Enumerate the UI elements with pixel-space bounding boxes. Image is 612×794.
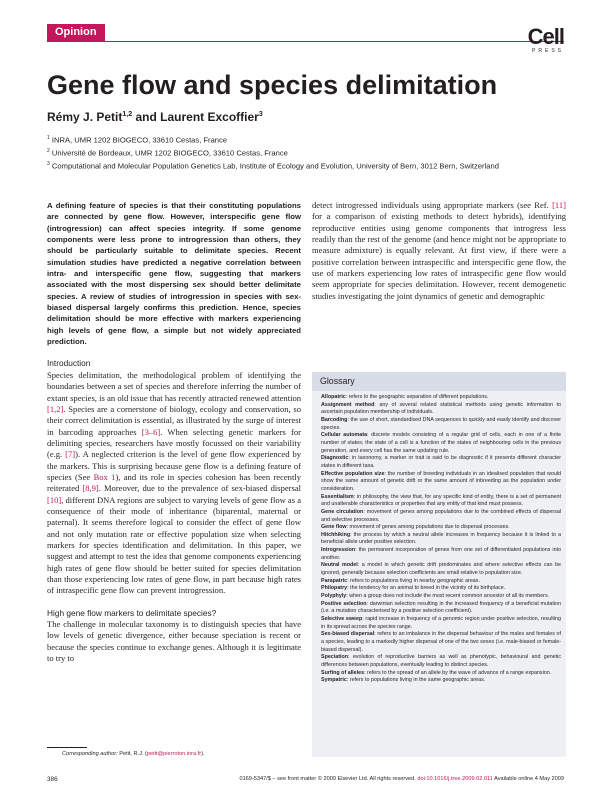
affiliation-3 <box>47 159 564 172</box>
text-run: . Moreover, due to the prevalence of sex-biased dispersal <box>98 483 301 494</box>
article-title: Gene flow and species delimitation <box>47 70 498 100</box>
section2-paragraph: The challenge in molecular taxonomy is to distinguish species that have low levels of genetic divergence, either because speciation is recent or because the species continue to exchange genes. Although it is legitimate to try to <box>47 619 301 664</box>
author-and: and <box>135 110 157 124</box>
glossary-entry <box>321 631 561 654</box>
glossary-entry <box>321 616 561 631</box>
glossary-term: Polyphyly <box>321 593 347 600</box>
section-header-bar <box>47 24 564 54</box>
corresponding-author-note <box>62 751 205 757</box>
footer-info <box>239 776 564 782</box>
glossary-term: Diagnostic <box>321 455 349 462</box>
glossary-term: Speciation <box>321 654 349 661</box>
glossary-term: Sex-biased dispersal <box>321 631 375 638</box>
text-run: Species delimitation, the methodological problem of identifying the boundaries between a set of species and therefore inferring the number of extant species, is an old issue that has recently attracted renewed attention <box>47 369 301 403</box>
section-label: Opinion <box>47 24 105 41</box>
page-number: 386 <box>47 776 58 783</box>
author-email-link[interactable]: petit@pierroton.inra.fr <box>146 751 202 757</box>
glossary-term: Hitchhiking <box>321 531 351 538</box>
glossary-term: Introgression <box>321 547 356 554</box>
glossary-definition: : movement of genes among populations due to dispersal processes. <box>346 524 510 531</box>
author-2: Laurent Excoffier <box>160 110 259 124</box>
glossary-definition: : refers to populations living in the same geographic areas. <box>346 677 486 684</box>
box-link[interactable]: Box 1 <box>93 471 116 482</box>
glossary-entry <box>321 562 561 577</box>
affiliation-2 <box>47 146 564 159</box>
glossary-term: Cellular automata <box>321 432 368 439</box>
glossary-entry <box>321 547 561 562</box>
glossary-term: Effective population size <box>321 470 385 477</box>
affiliation-text: Computational and Molecular Population Genetics Lab, Institute of Ecology and Evolution, University of Bern, 3012 Bern, Switzerland <box>51 161 499 171</box>
author-line <box>47 110 263 124</box>
glossary-definition: : the use of short, standardised DNA sequences to quickly and easily identify and discover species. <box>321 416 561 431</box>
glossary-title: Glossary <box>312 372 566 391</box>
glossary-box <box>312 372 566 757</box>
glossary-entry <box>321 455 561 470</box>
glossary-term: Sympatric <box>321 677 347 684</box>
glossary-entry <box>321 585 561 593</box>
glossary-term: Positive selection <box>321 600 367 607</box>
glossary-definition: : darwinian selection resulting in the increased frequency of a beneficial mutation (i.e. a mutation characterised by a positive selection coefficient). <box>321 600 561 615</box>
citation-link[interactable]: [10] <box>47 494 62 505</box>
glossary-entry <box>321 417 561 432</box>
glossary-definition: : refers to an imbalance in the dispersal behaviour of the males and females of a species, leading to a markedly higher dispersal of one of the two sexes (i.e. male-biased or female-biased dispersal). <box>321 631 561 653</box>
glossary-definition: : a model in which genetic drift predominates and where selective effects can be ignored, generally because selection coefficients are small relative to population size. <box>321 562 561 577</box>
right-paragraph <box>312 200 566 302</box>
glossary-term: Essentialism <box>321 493 354 500</box>
cell-press-logo <box>527 24 564 54</box>
glossary-definition: : the tendency for an animal to breed in the vicinity of its birthplace. <box>347 585 506 592</box>
glossary-entry <box>321 432 561 455</box>
affiliations <box>47 133 564 172</box>
glossary-term: Allopatric <box>321 394 346 400</box>
citation-link[interactable]: [8,9] <box>82 483 99 494</box>
glossary-term: Gene flow <box>321 524 347 531</box>
footnote-name: Petit, R.J. ( <box>117 751 147 757</box>
intro-heading: Introduction <box>47 358 91 369</box>
citation-link[interactable]: [7] <box>65 449 76 460</box>
glossary-entry <box>321 593 561 601</box>
text-run: ). A neglected criterion is the level of gene flow experienced by the markers. This is surprising because gene flow is a defining feature of species (See <box>47 449 301 482</box>
glossary-definition: : movement of genes among populations due to the combined effects of dispersal and selective processes. <box>321 508 561 523</box>
author-1-affil: 1,2 <box>122 111 133 118</box>
glossary-term: Philopatry <box>321 585 348 592</box>
glossary-definition: : refers to the spread of an allele by the wave of advance of a range expansion. <box>364 669 552 676</box>
glossary-definition: : the number of breeding individuals in an idealised population that would show the same amount of genetic drift or the same amount of inbreeding as the population under consideration. <box>321 470 561 492</box>
abstract: A defining feature of species is that their constituting populations are connected by gene flow. However, interspecific gene flow (introgression) can affect species integrity. If some genome components were less prone to introgression than others, they should be particularly suitable to delimitate species. Recent simulation studies have predicted a negative correlation between intra- and interspecific gene flow, suggesting that markers associated with the most dispersing sex should better delimitate species. A review of studies of introgression in species with sex-biased dispersal largely confirms this prediction. Hence, species delimitation should be more effective with markers experiencing high levels of gene flow, a simple but not widely appreciated prediction. <box>47 201 301 347</box>
affiliation-number: 2 <box>47 148 50 155</box>
footnote-label: Corresponding author: <box>62 751 118 757</box>
text-run: . When selecting genetic markers for delimiting species, researchers have mostly focussed on their variability (e.g. <box>47 426 301 460</box>
glossary-entry <box>321 394 561 402</box>
text-run: , different DNA regions are subject to varying levels of gene flow as a consequence of their mode of inheritance (biparental, maternal or paternal). It seems therefore logical to consider the effect of gene flow and not only mutation rate or effective population size when selecting markers for species identification and delimitation. In this paper, we suggest and attempt to test the idea that genome components experiencing high rates of gene flow should be better suited for species delimitation than those experiencing low rates of gene flow, in part because high rates of intraspecific gene flow can prevent introgression. <box>47 494 301 596</box>
glossary-definition: : evolution of reproductive barriers as well as phenotypic, behavioural and genetic differences between populations, eventually leading to distinct species. <box>321 654 561 668</box>
glossary-entry <box>321 509 561 524</box>
citation-link[interactable]: [11] <box>552 200 566 210</box>
glossary-definition: : the process by which a neutral allele increases in frequency because it is linked to a beneficial allele under positive selection. <box>321 531 561 546</box>
glossary-term: Selective sweep <box>321 616 363 623</box>
footnote-close: ). <box>201 751 205 757</box>
right-column <box>312 200 566 313</box>
glossary-list <box>312 391 566 685</box>
glossary-definition: : the permanent incorporation of genes from one set of differentiated populations into another. <box>321 547 561 561</box>
glossary-entry <box>321 532 561 547</box>
glossary-term: Assignment method <box>321 401 375 408</box>
logo-subword: PRESS <box>532 48 564 54</box>
citation-link[interactable]: [3–6] <box>141 426 161 437</box>
citation-link[interactable]: [1,2] <box>47 403 64 414</box>
glossary-definition: : rapid increase in frequency of a genomic region under positive selection, resulting in its spread across the species range. <box>321 616 561 630</box>
glossary-entry <box>321 494 561 509</box>
affiliation-number: 3 <box>47 161 50 168</box>
glossary-entry <box>321 654 561 669</box>
text-run: . Species are a cornerstone of biology, ecology and conservation, so their correct delimitation is essential, as illustrated by the surge of interest in barcoding approaches <box>47 403 301 437</box>
affiliation-text: INRA, UMR 1202 BIOGECO, 33610 Cestas, France <box>51 135 228 145</box>
availability-text: Available online 4 May 2009 <box>492 776 564 782</box>
author-1: Rémy J. Petit <box>47 110 123 124</box>
glossary-definition: : any of several related statistical methods using genetic information to ascertain population membership of individuals. <box>321 401 561 416</box>
glossary-entry <box>321 578 561 586</box>
glossary-entry <box>321 471 561 494</box>
glossary-term: Barcoding <box>321 416 348 423</box>
logo-word: Cell <box>527 24 564 49</box>
intro-paragraph <box>47 370 301 597</box>
glossary-entry <box>321 402 561 417</box>
glossary-definition: : discrete models consisting of a regular grid of cells, each in one of a finite number of states; the state of a cell is a function of the states of neighbouring cells in the previous generation, and every cell has the same updating rule. <box>321 432 561 454</box>
text-run: for a comparison of existing methods to detect hybrids), identifying reproductive entities using genome components that introgress less readily than the rest of the genome (and hence might not be appropriate to measure admixture) is equally relevant. At first view, if there were a positive correlation between intraspecific and interspecific gene flow, the use of markers experiencing low rates of intraspecific gene flow would seem appropriate for species delimitation. However, recent demogenetic studies investigating the joint dynamics of genetic and demographic <box>312 211 566 301</box>
footnote-divider <box>47 747 87 748</box>
glossary-term: Parapatric <box>321 577 348 584</box>
glossary-entry <box>321 677 561 685</box>
glossary-entry <box>321 670 561 678</box>
affiliation-text: Université de Bordeaux, UMR 1202 BIOGECO, 33610 Cestas, France <box>51 148 288 158</box>
section2-heading: High gene flow markers to delimitate species? <box>47 607 217 618</box>
glossary-definition: : refers to populations living in nearby geographic areas. <box>347 577 480 584</box>
text-run: ), and its role in species cohesion has been recently reiterated <box>47 471 301 494</box>
glossary-term: Surfing of alleles <box>321 669 365 676</box>
glossary-definition: : in taxonomy, a marker or trait is said to be diagnostic if it presents different character states in different taxa. <box>321 455 561 469</box>
glossary-definition: : refers to the geographic separation of different populations. <box>345 394 489 400</box>
glossary-definition: : when a group does not include the most recent common ancestor of all its members. <box>346 593 550 600</box>
doi-link[interactable]: doi:10.1016/j.tree.2009.02.011 <box>417 776 493 782</box>
glossary-entry <box>321 524 561 532</box>
affiliation-1 <box>47 133 564 146</box>
glossary-definition: : in philosophy, the view that, for any specific kind of entity, there is a set of permanent and unalterable characteristics or properties that any entity of that kind must possess. <box>321 493 561 508</box>
glossary-entry <box>321 601 561 616</box>
copyright-text: 0169-5347/$ – see front matter © 2009 Elsevier Ltd. All rights reserved. <box>239 776 418 782</box>
affiliation-number: 1 <box>47 135 50 141</box>
glossary-term: Gene circulation <box>321 508 364 515</box>
left-column <box>47 200 301 675</box>
glossary-term: Neutral model <box>321 562 358 569</box>
author-2-affil: 3 <box>258 111 263 118</box>
text-run: detect introgressed individuals using appropriate markers (see Ref. <box>312 200 553 210</box>
